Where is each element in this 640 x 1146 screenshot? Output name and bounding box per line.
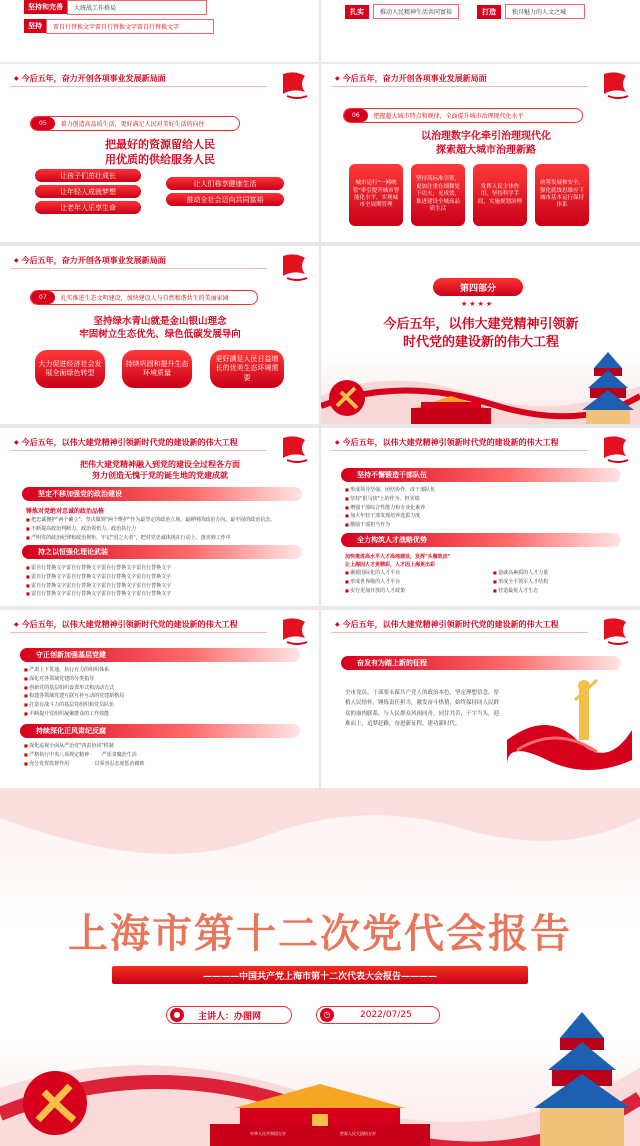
content-box: 更好满足人民日益增长的优美生态环境需要	[210, 350, 284, 388]
section-header: ◆ 今后五年，以伟大建党精神引领新时代党的建设新的伟大工程	[14, 437, 238, 448]
section-number: 07	[31, 291, 55, 304]
user-icon: ●	[170, 1008, 184, 1022]
slide-11	[0, 610, 319, 788]
tag-text: 独具魅力的人文之城	[505, 4, 585, 19]
sub-heading: 锤炼对党绝对忠诚的政治品格	[26, 508, 105, 515]
flag-icon	[600, 616, 630, 648]
flag-icon	[279, 252, 309, 284]
slide-09	[0, 428, 319, 606]
tag-text: 雷自行替换文字雷自行替换文字雷自行替换文字	[46, 19, 214, 34]
speaker: 主讲人：办图网	[198, 1011, 262, 1022]
heading-line: 用优质的供给服务人民	[105, 152, 215, 166]
title-line: 今后五年，以伟大建党精神引领新	[383, 317, 579, 332]
flag-icon	[600, 70, 630, 102]
subtitle-banner	[112, 966, 528, 984]
bullet-item: ■ 把忠诚拥护"两个确立"、坚决做到"两个维护"作为最坚定的政治立场、最鲜明的政治方向、最牢固的政治信念、	[26, 516, 275, 525]
party-emblem-icon	[20, 1068, 90, 1138]
section-number: 05	[31, 117, 55, 130]
tiananmen-icon	[210, 1084, 430, 1146]
section-header: ◆ 今后五年，以伟大建党精神引领新时代党的建设新的伟大工程	[14, 619, 238, 630]
heading-line: 努力创造无愧于党的诞生地的党建成就	[92, 470, 228, 480]
slide-06	[321, 64, 640, 242]
slide-partial-right	[321, 0, 640, 62]
bullet-item: ■ 形成全平领军人才结构	[493, 578, 548, 587]
tag-text: 大统战工作格局	[67, 0, 207, 15]
bullet-list	[493, 569, 548, 595]
part-title	[341, 316, 621, 351]
bullet-item: ■ 实行更加开放的人才政策	[345, 587, 405, 596]
star-row: ★★★★	[461, 300, 495, 308]
section-band: 全力构筑人才战略优势	[341, 533, 621, 547]
gate-sign: 世界人民大团结万岁	[340, 1131, 376, 1136]
tag-text: 推动人民精神生活共同富裕	[373, 4, 459, 19]
bullet-list	[26, 516, 275, 542]
tiananmen-icon	[401, 392, 501, 424]
numbered-bar	[30, 290, 258, 305]
slide-heading	[40, 460, 280, 482]
divider	[331, 86, 588, 87]
bullet-item: ■ 形成领导坚强、团结协作、改干部队伍	[345, 486, 435, 495]
slide-12	[321, 610, 640, 788]
pill: 让老年人乐享生命	[35, 201, 141, 214]
section-band: 奋发有为踏上新的征程	[341, 656, 621, 670]
divider	[10, 268, 267, 269]
statue-ribbon-decoration	[507, 670, 632, 780]
tag-label: 打造	[477, 5, 501, 19]
numbered-bar	[343, 108, 583, 123]
red-line: 加快推进高水平人才高地建设，发挥"头雁效应"	[345, 554, 451, 560]
bullet-item: ■ 坚持"狠马快"上的作为、担实绩	[345, 495, 435, 504]
bullet-item: ■ 雷自行替换文字雷自行替换文字雷自行替换文字雷自行替换文字	[26, 564, 171, 573]
bullet-item: ■ 不断提高政治判断力、政治领悟力、政治执行力	[26, 525, 275, 534]
bullet-item: ■ 充分发挥监督作用 以零容忍态度惩治腐败	[24, 760, 145, 769]
bullet-item: ■ 造就高素质的人才力量	[493, 569, 548, 578]
part-badge: 第四部分	[433, 278, 523, 296]
pill: 让年轻人成就梦想	[35, 185, 141, 198]
heading-line: 把最好的资源留给人民	[105, 138, 215, 151]
report-title: 上海市第十二次党代会报告	[68, 910, 572, 957]
flag-icon	[279, 434, 309, 466]
bullet-list	[345, 486, 435, 530]
flag-icon	[279, 616, 309, 648]
bullet-item: ■ 雷自行替换文字雷自行替换文字雷自行替换文字雷自行替换文字	[26, 590, 171, 599]
tag-row	[345, 4, 459, 19]
red-line: 让上海因人才更精彩，人才因上海更出彩	[345, 562, 436, 568]
bullet-item: ■ 深化对各领域党建的分类指导	[24, 675, 124, 684]
speaker-pill	[166, 1006, 292, 1024]
bar-text: 扎实推进生态文明建设，加快建设人与自然和谐共生的美丽家园	[60, 295, 229, 302]
gate-sign: 中华人民共和国万岁	[250, 1131, 286, 1136]
tag-row	[24, 19, 214, 33]
flag-icon	[279, 70, 309, 102]
bullet-item: ■ 加大年轻干部发现培养选拔力度	[345, 512, 435, 521]
heading-line: 牢固树立生态优先、绿色低碳发展导向	[79, 328, 241, 340]
subtitle: ————中国共产党上海市第十二次代表大会报告————	[202, 971, 437, 982]
cover-slide	[0, 788, 640, 1146]
tag-label: 扎实	[345, 5, 369, 19]
tag-label: 坚持和完善	[24, 0, 67, 14]
slide-07	[0, 246, 319, 424]
slide-10	[321, 428, 640, 606]
divider	[10, 632, 267, 633]
slide-part-four	[321, 246, 640, 424]
content-box: 发挥人民主体作用，坚持科学手段，实施规划治理	[473, 164, 527, 226]
section-number: 06	[344, 109, 368, 122]
bullet-item: ■ 雷自行替换文字雷自行替换文字雷自行替换文字雷自行替换文字	[26, 582, 171, 591]
heading-line: 以治理数字化牵引治理现代化	[421, 131, 551, 142]
content-box: 坚持高标准引领，更加注重在细微处下功夫，见成效，推进建设全域高品质生活	[411, 164, 465, 226]
content-box: 持续巩固和提升生态环境质量	[122, 350, 192, 388]
section-header: ◆ 今后五年，以伟大建党精神引领新时代党的建设新的伟大工程	[335, 437, 559, 448]
section-header: ◆ 今后五年，奋力开创各项事业发展新局面	[335, 73, 487, 84]
tag-row	[24, 0, 207, 14]
section-band: 持之以恒强化理论武装	[22, 545, 302, 559]
bullet-item: ■ 严明党的政治纪律和政治规矩，牢记"国之大者"，把对党忠诚体现在行动上、落实到工作中	[26, 534, 275, 543]
bullet-item: ■ 打造有战斗力的基层党组织和党员队伍	[24, 701, 124, 710]
clock-icon: ◷	[320, 1008, 334, 1022]
temple-of-heaven-icon	[580, 350, 636, 424]
divider	[331, 450, 588, 451]
section-header: ◆ 今后五年，以伟大建党精神引领新时代党的建设新的伟大工程	[335, 619, 559, 630]
divider	[331, 632, 588, 633]
bullet-item: ■ 激励干部担当作为	[345, 521, 435, 530]
slide-heading	[371, 130, 601, 157]
bullet-item: ■ 营造最优人才生态	[493, 587, 548, 596]
content-box: 城市运行"一网统管"牵引提升城市智能化水平，实现城市全周期管理	[349, 164, 403, 226]
tag-label: 坚持	[24, 19, 46, 33]
section-band: 坚持不懈锻造干部队伍	[341, 468, 621, 482]
slide-partial-left	[0, 0, 319, 62]
section-band: 持续深化正风肃纪反腐	[20, 724, 300, 738]
date-pill	[316, 1006, 440, 1024]
bullet-item: ■ 创新党的基层组织设置形式和活动方式	[24, 684, 124, 693]
divider	[10, 86, 267, 87]
title-line: 时代党的建设新的伟大工程	[402, 334, 559, 350]
bullet-list	[345, 569, 405, 595]
section-band: 守正创新加强基层党建	[20, 648, 300, 662]
divider	[10, 450, 267, 451]
bar-text: 把握超大城市特点和规律，全面提升城市治理现代化水平	[373, 113, 524, 120]
bullet-item: ■ 增强干部综合性能力和专业化素养	[345, 504, 435, 513]
bullet-item: ■ 严格执行中央八项规定精神 严惩贪腐治生活	[24, 751, 145, 760]
content-box: 大力促进经济社会发展全面绿色转型	[35, 350, 105, 388]
bullet-item: ■ 形成世界级的人才平台	[345, 578, 405, 587]
bar-text: 着力创造高品质生活，更好满足人民对美好生活的向往	[60, 121, 205, 128]
slide-heading	[60, 138, 260, 168]
temple-of-heaven-icon	[532, 1008, 632, 1146]
pill: 让孩子们茁壮成长	[35, 169, 141, 182]
heading-line: 探索超大城市治理新路	[436, 144, 536, 156]
date: 2022/07/25	[360, 1010, 412, 1020]
cloud-decoration	[0, 788, 640, 868]
bullet-item: ■ 严肃上下贯通、执行有力的组织体系	[24, 666, 124, 675]
pill: 推动全社会迈向共同富裕	[166, 193, 284, 206]
section-header: ◆ 今后五年，奋力开创各项事业发展新局面	[14, 73, 166, 84]
content-box: 统筹发展和安全，强化底线思维应下城市基本运行保持体系	[535, 164, 589, 226]
section-header: ◆ 今后五年，奋力开创各项事业发展新局面	[14, 255, 166, 266]
closing-paragraph: 全市党员、干部要永葆共产党人的政治本色，坚定理想信念，厚植人民情怀，锤炼责任担当，激发奋斗热情，始终保持同人民群众的血肉联系，与人民群众风雨同舟、同甘共苦，干字当头，迎难而上，追梦赶路，奋进新征程、建功新时代。	[345, 690, 500, 728]
bullet-item: ■ 不断提升党组织凝聚群众的工作效能	[24, 710, 124, 719]
bullet-item: ■ 深化巡视全面从严治党"四责协同"机制	[24, 742, 145, 751]
tag-row	[477, 4, 585, 19]
bullet-list	[24, 742, 145, 768]
section-band: 坚定不移加强党的政治建设	[22, 487, 302, 501]
bullet-item: ■ 雷自行替换文字雷自行替换文字雷自行替换文字雷自行替换文字	[26, 573, 171, 582]
numbered-bar	[30, 116, 240, 131]
bullet-list	[24, 666, 124, 719]
bullet-list	[26, 564, 171, 599]
slide-heading	[40, 316, 280, 342]
heading-line: 把伟大建党精神融入到党的建设全过程各方面	[80, 460, 240, 469]
flag-icon	[600, 434, 630, 466]
party-emblem-icon	[327, 378, 367, 418]
pill: 让人们称享健康生活	[166, 177, 284, 190]
bullet-item: ■ 构建各领域党建互联互补互动的党建新格局	[24, 692, 124, 701]
bullet-item: ■ 聚源国际化的人才平台	[345, 569, 405, 578]
slide-05	[0, 64, 319, 242]
heading-line: 坚持绿水青山就是金山银山理念	[93, 316, 227, 327]
